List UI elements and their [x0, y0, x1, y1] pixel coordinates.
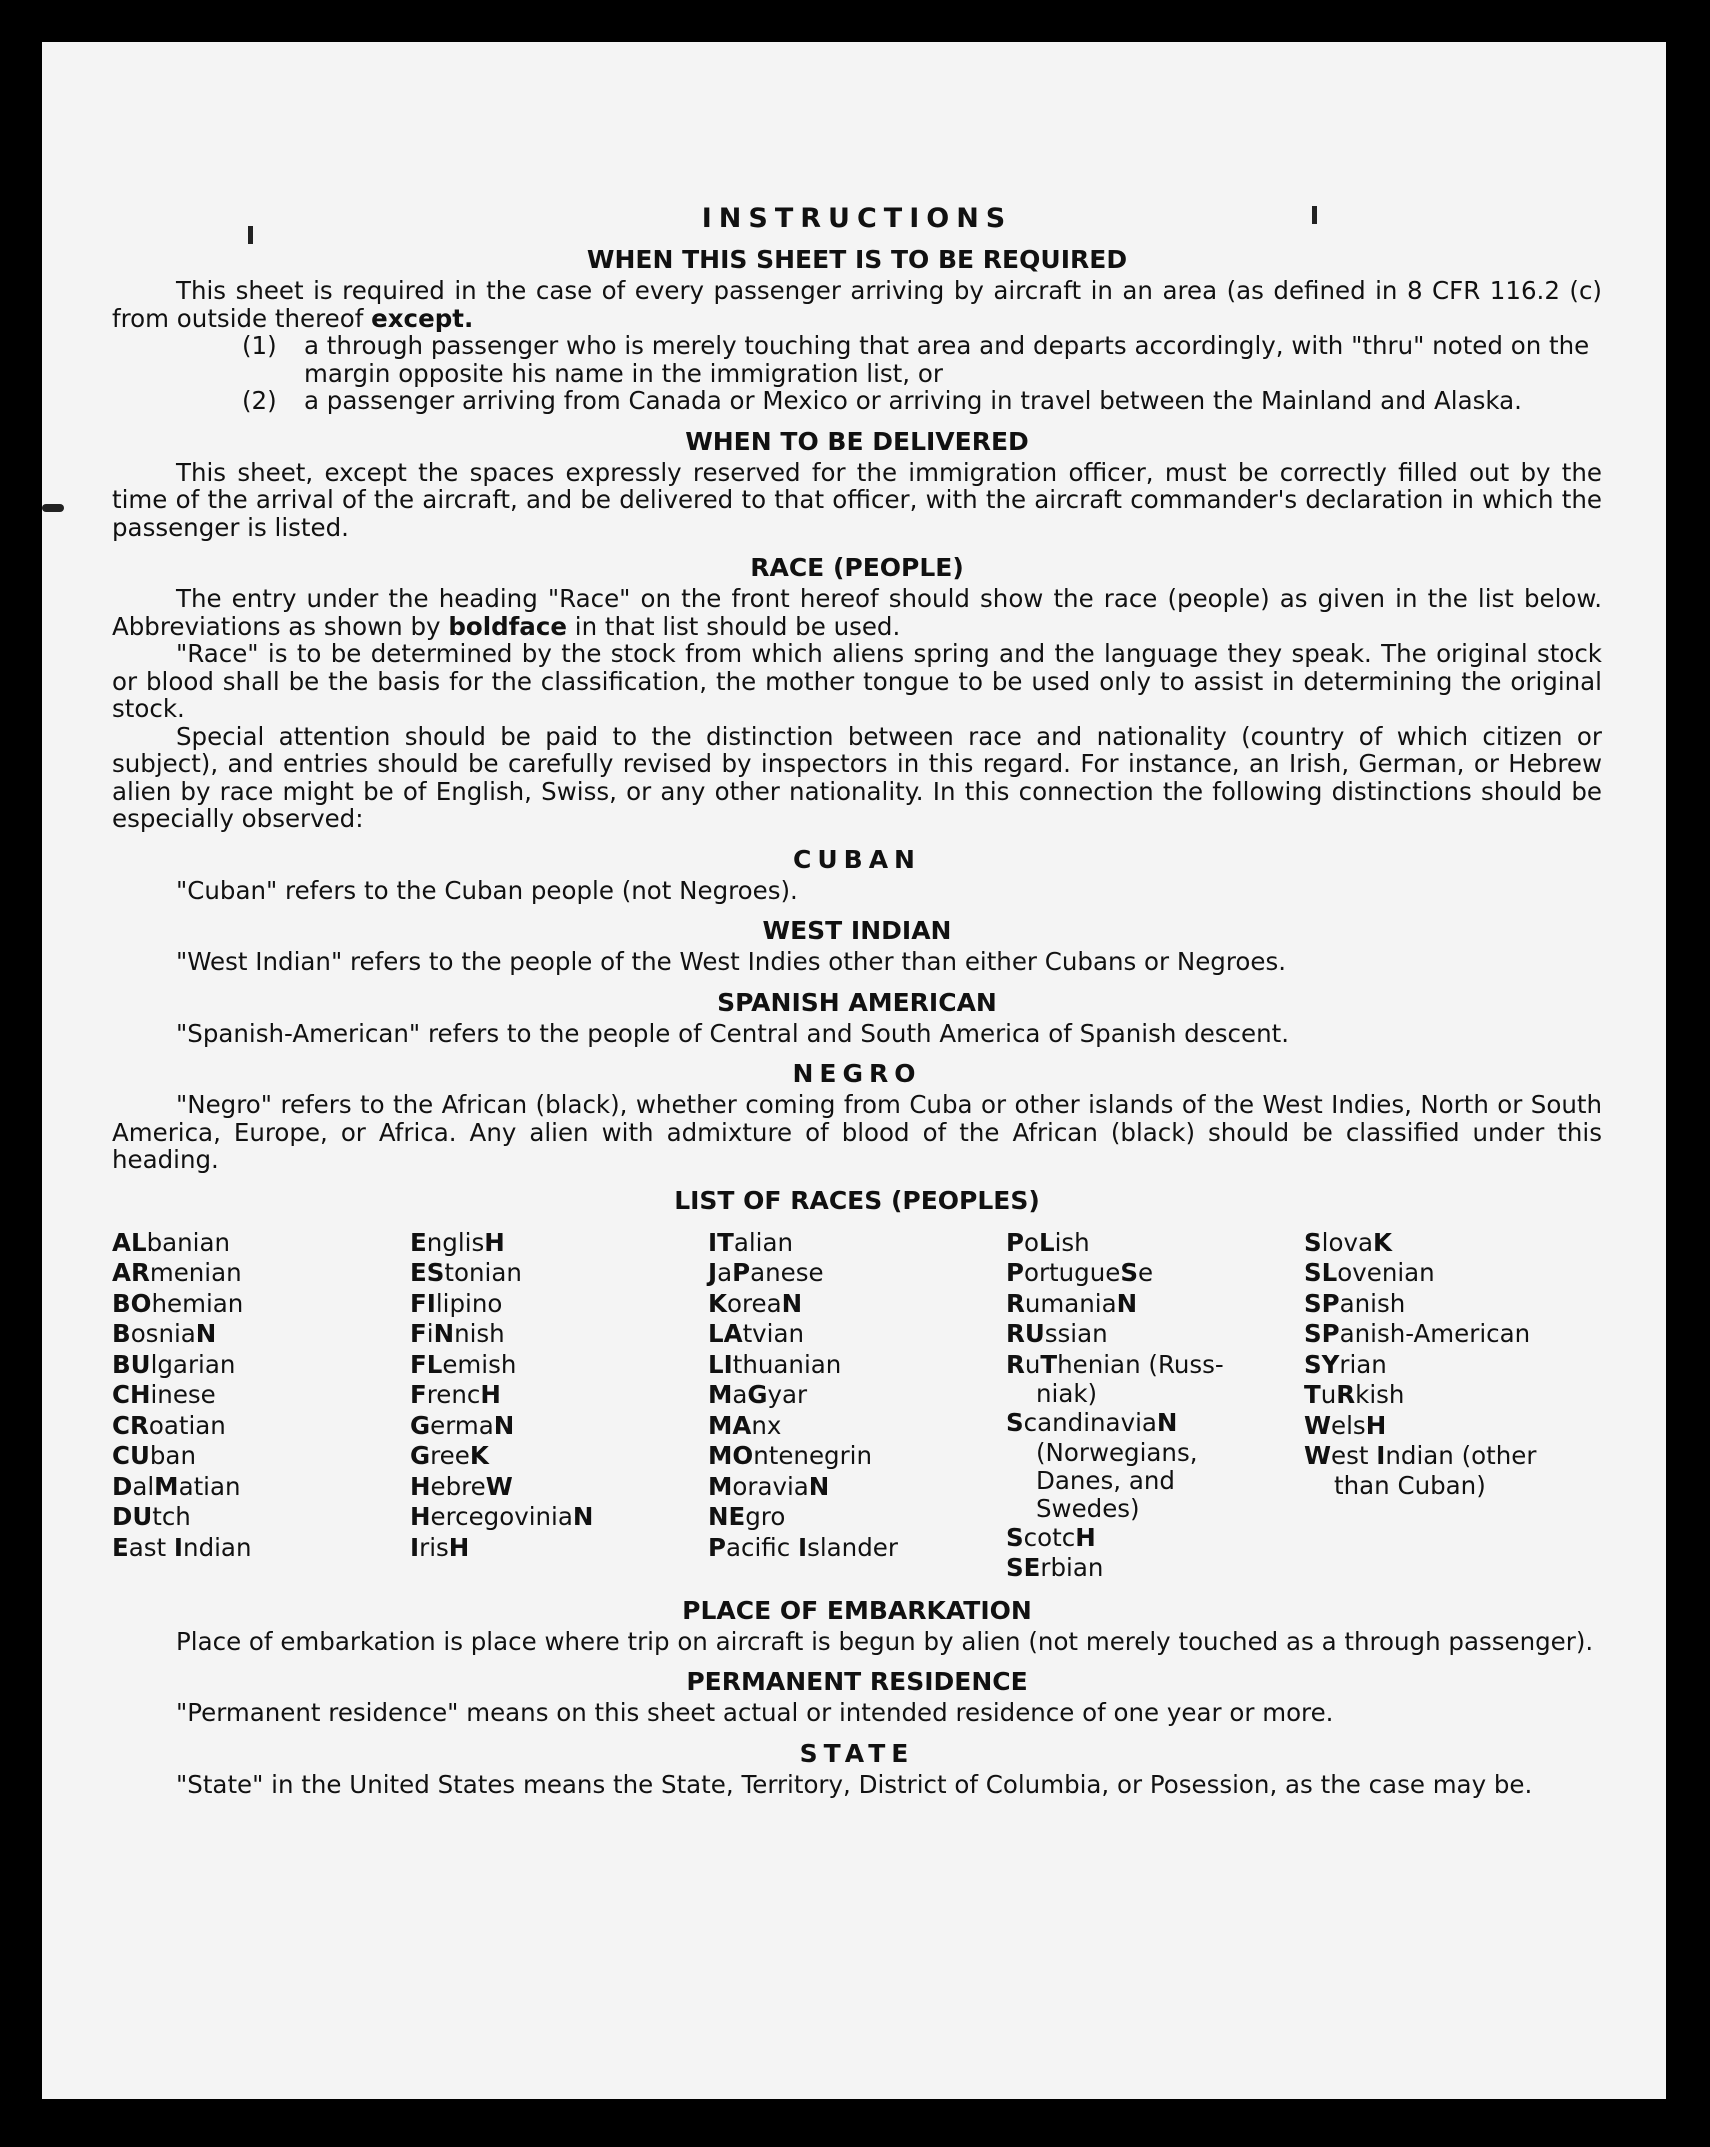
race-entry: LAtvian: [708, 1319, 805, 1348]
race-entry: niak): [1036, 1379, 1098, 1408]
race-entry: DalMatian: [112, 1471, 241, 1501]
page-title: INSTRUCTIONS: [701, 203, 1013, 234]
race-entry: HebreW: [410, 1471, 513, 1501]
race-entry: EStonian: [410, 1258, 522, 1287]
race-entry: GreeK: [410, 1441, 489, 1470]
race-entry: WelsH: [1304, 1410, 1387, 1440]
race-entry: SPanish-American: [1304, 1319, 1531, 1348]
race-entry: ScandinaviaN: [1006, 1408, 1178, 1437]
race-entry: Pacific Islander: [708, 1532, 898, 1562]
race-entry: NEgro: [708, 1502, 786, 1531]
race-entry: Danes, and: [1036, 1465, 1175, 1495]
race-entry: BUlgarian: [112, 1349, 236, 1379]
race-entry: (Norwegians,: [1036, 1437, 1198, 1467]
race-entry: RuThenian (Russ-: [1006, 1349, 1224, 1379]
section-heading-cuban: CUBAN: [793, 844, 921, 874]
races-column-5: [1304, 1228, 1602, 1584]
section-heading-negro: NEGRO: [792, 1059, 922, 1088]
race-entry: SLovenian: [1304, 1258, 1435, 1287]
race-entry: EnglisH: [410, 1227, 505, 1257]
race-entry: FiNnish: [410, 1319, 505, 1348]
punch-mark: [42, 504, 64, 512]
race-entry: CUban: [112, 1441, 196, 1470]
race-entry: IrisH: [410, 1532, 470, 1562]
west-indian-text: "West Indian" refers to the people of the West Indies other than either Cubans or Negroes.: [176, 947, 1287, 976]
section-heading-race: RACE (PEOPLE): [750, 553, 964, 582]
section-heading-races-list: LIST OF RACES (PEOPLES): [674, 1185, 1040, 1215]
exception-item: (1) a through passenger who is merely touching that area and departs accordingly, with "thru" noted on the margin opposite his name in the immigration list, or: [242, 331, 1590, 388]
residence-text: "Permanent residence" means on this sheet actual or intended residence of one year or more.: [176, 1698, 1334, 1727]
race-entry: SlovaK: [1304, 1227, 1392, 1257]
section-heading-required: WHEN THIS SHEET IS TO BE REQUIRED: [586, 245, 1128, 274]
race-entry: RUssian: [1006, 1319, 1108, 1348]
race-paragraph-1: The entry under the heading "Race" on the front hereof should show the race (people) as given in the list below. Abbreviations as shown by boldface in that list should be used.: [112, 584, 1602, 641]
race-entry: PortugueSe: [1006, 1258, 1154, 1287]
race-entry: Swedes): [1036, 1493, 1140, 1523]
race-entry: PoLish: [1006, 1227, 1090, 1257]
section-heading-spanish-american: SPANISH AMERICAN: [717, 987, 997, 1017]
section-heading-delivered: WHEN TO BE DELIVERED: [685, 426, 1029, 456]
race-entry: FLemish: [410, 1349, 517, 1379]
instructions-content: [112, 202, 1602, 1798]
section-heading-west-indian: WEST INDIAN: [762, 916, 952, 945]
race-entry: MoraviaN: [708, 1471, 830, 1501]
race-entry: DUtch: [112, 1502, 191, 1531]
section-heading-residence: PERMANENT RESIDENCE: [686, 1667, 1028, 1696]
race-paragraph-2: "Race" is to be determined by the stock from which aliens spring and the language they speak. The original stock or blood shall be the basis for the classification, the mother tongue to be used only to assist in determining the original stock.: [112, 639, 1602, 723]
race-entry: than Cuban): [1334, 1470, 1486, 1500]
race-entry: East Indian: [112, 1532, 252, 1562]
race-entry: ALbanian: [112, 1227, 231, 1257]
section-heading-state: STATE: [799, 1738, 915, 1768]
required-intro: This sheet is required in the case of every passenger arriving by aircraft in an area (as defined in 8 CFR 116.2 (c) from outside thereof except.: [112, 276, 1602, 333]
race-entry: MaGyar: [708, 1380, 808, 1409]
race-entry: TuRkish: [1304, 1380, 1405, 1409]
race-entry: FIlipino: [410, 1288, 503, 1318]
race-entry: CHinese: [112, 1380, 216, 1409]
exception-list: [112, 332, 1602, 415]
race-entry: BosniaN: [112, 1319, 217, 1348]
race-entry: MOntenegrin: [708, 1441, 872, 1470]
section-heading-embarkation: PLACE OF EMBARKATION: [682, 1595, 1032, 1625]
race-entry: ARmenian: [112, 1258, 242, 1287]
race-entry: GermaN: [410, 1410, 515, 1440]
state-text: "State" in the United States means the State, Territory, District of Columbia, or Posession, as the case may be.: [176, 1769, 1533, 1799]
race-entry: SPanish: [1304, 1288, 1406, 1318]
race-entry: ITalian: [708, 1227, 793, 1257]
negro-text: "Negro" refers to the African (black), whether coming from Cuba or other islands of the West Indies, North or South America, Europe, or Africa. Any alien with admixture of blood of the African (black) should be classified under this heading.: [112, 1090, 1602, 1174]
race-entry: KoreaN: [708, 1288, 803, 1318]
races-column-4: [1006, 1228, 1304, 1584]
race-entry: HercegoviniaN: [410, 1502, 594, 1531]
race-paragraph-3: Special attention should be paid to the distinction between race and nationality (country of which citizen or subject), and entries should be carefully revised by inspectors in this regard. For instance, an Irish, German, or Hebrew alien by race might be of English, Swiss, or any other nationality. In this connection the following distinctions should be especially observed:: [112, 721, 1602, 833]
race-entry: ScotcH: [1006, 1522, 1096, 1552]
race-entry: JaPanese: [708, 1258, 824, 1287]
race-entry: FrencH: [410, 1380, 501, 1409]
race-entry: RumaniaN: [1006, 1288, 1138, 1318]
document-sheet: [42, 42, 1666, 2099]
exception-item: (2) a passenger arriving from Canada or Mexico or arriving in travel between the Mainland and Alaska.: [242, 386, 1522, 415]
race-entry: SErbian: [1006, 1553, 1104, 1582]
races-column-3: [708, 1228, 1006, 1584]
race-entry: CRoatian: [112, 1410, 226, 1440]
race-entry: West Indian (other: [1304, 1441, 1537, 1470]
races-column-1: [112, 1228, 410, 1584]
spanish-american-text: "Spanish-American" refers to the people of Central and South America of Spanish descent.: [176, 1018, 1290, 1048]
embarkation-text: Place of embarkation is place where trip on aircraft is begun by alien (not merely touched as a through passenger).: [176, 1626, 1594, 1656]
cuban-text: "Cuban" refers to the Cuban people (not Negroes).: [176, 875, 798, 905]
race-entry: SYrian: [1304, 1349, 1387, 1379]
delivered-text: This sheet, except the spaces expressly reserved for the immigration officer, must be correctly filled out by the time of the arrival of the aircraft, and be delivered to that officer, with the aircraft commander's declaration in which the passenger is listed.: [112, 457, 1602, 542]
race-entry: LIthuanian: [708, 1349, 842, 1379]
race-entry: BOhemian: [112, 1288, 244, 1318]
race-entry: MAnx: [708, 1410, 782, 1440]
races-column-2: [410, 1228, 708, 1584]
races-list: [112, 1228, 1602, 1584]
